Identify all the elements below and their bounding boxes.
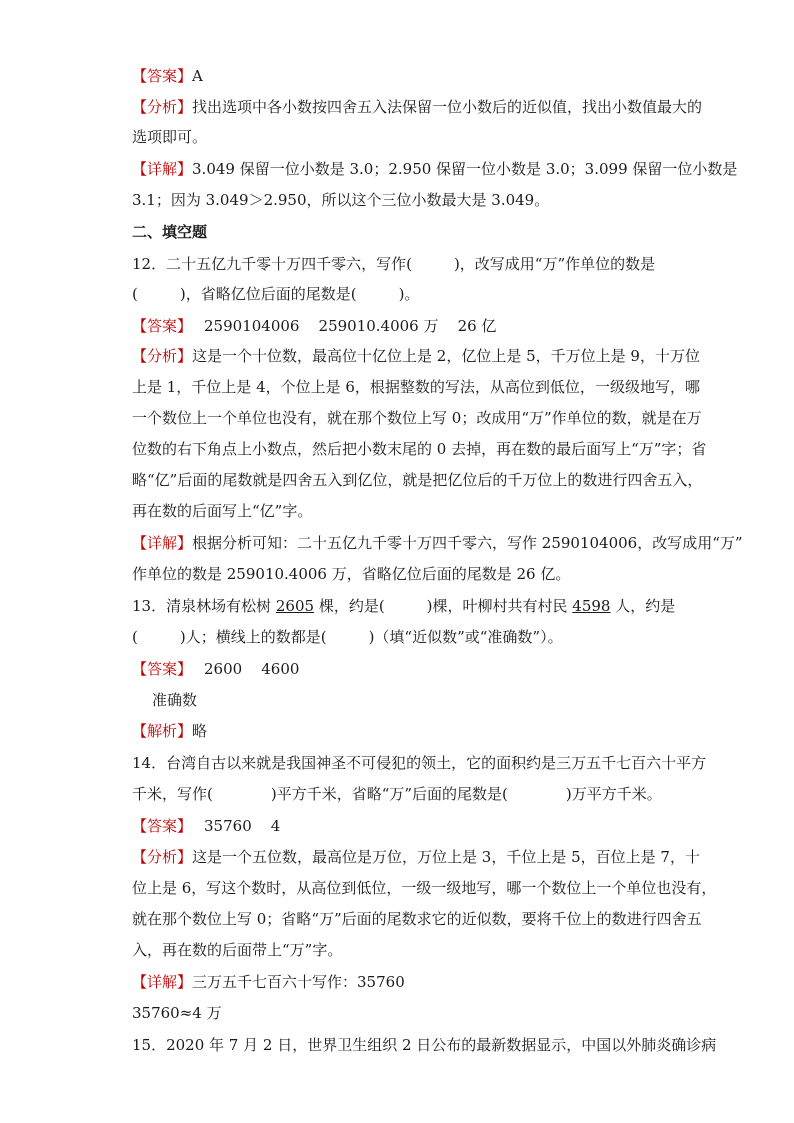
q11-analysis-line1	[132, 97, 702, 117]
q14-detail-line2: 35760≈4 万	[132, 1004, 222, 1022]
q12-text-c: (	[132, 285, 138, 303]
q12-question-line1	[132, 254, 655, 274]
answer-text: 35760 4	[204, 817, 281, 835]
q12-text-d: )，省略亿位后面的尾数是(	[179, 285, 357, 303]
q13-answer	[132, 659, 299, 679]
underlined-number: 4598	[572, 597, 611, 615]
analysis-tag: 【分析】	[132, 848, 193, 866]
q12-analysis-line2: 上是 1，千位上是 4，个位上是 6，根据整数的写法，从高位到低位，一级级地写，哪	[132, 378, 700, 396]
analysis-tag: 【分析】	[132, 98, 193, 116]
q12-detail-line1	[132, 533, 743, 553]
analysis-tag: 【分析】	[132, 347, 193, 365]
q12-analysis-line3: 一个数位上一个单位也没有，就在那个数位上写 0；改成用“万”作单位的数，就是在万	[132, 409, 702, 427]
detail-tag: 【详解】	[132, 973, 193, 991]
q14-text-a: 千米，写作(	[132, 785, 213, 803]
q13-text-f: )人；横线上的数都是(	[179, 628, 327, 646]
detail-tag: 【详解】	[132, 160, 193, 178]
detail-text: 3.049 保留一位小数是 3.0；2.950 保留一位小数是 3.0；3.099 保留一位小数是	[192, 160, 738, 178]
q13-text-a: 13．清泉林场有松树	[132, 597, 276, 615]
q13-text-d: 人，约是	[610, 597, 676, 615]
q14-analysis-line1	[132, 847, 700, 867]
answer-text: A	[192, 67, 203, 85]
answer-tag: 【答案】	[132, 317, 193, 335]
q11-analysis-line2: 选项即可。	[132, 128, 208, 146]
q14-analysis-line3: 就在那个数位上写 0；省略“万”后面的尾数求它的近似数，要将千位上的数进行四舍五	[132, 910, 702, 928]
q12-answer	[132, 316, 496, 336]
jiexi-text: 略	[192, 722, 208, 740]
q13-text-g: )（填“近似数”或“准确数”）。	[368, 628, 563, 646]
q12-analysis-line4: 位数的右下角点上小数点，然后把小数末尾的 0 去掉，再在数的最后面写上“万”字；省	[132, 440, 707, 458]
answer-tag: 【答案】	[132, 660, 193, 678]
q14-question-line2	[132, 784, 662, 804]
q11-detail-line1	[132, 159, 737, 179]
jiexi-tag: 【解析】	[132, 722, 193, 740]
q12-text-e: )。	[398, 285, 420, 303]
q14-analysis-line2: 位上是 6，写这个数时，从高位到低位，一级一级地写，哪一个数位上一个单位也没有，	[132, 879, 717, 897]
analysis-text: 这是一个十位数，最高位十亿位上是 2，亿位上是 5，千万位上是 9，十万位	[192, 347, 700, 365]
analysis-text: 找出选项中各小数按四舍五入法保留一位小数后的近似值，找出小数值最大的	[192, 98, 703, 116]
q12-analysis-line5: 略“亿”后面的尾数就是四舍五入到亿位，就是把亿位后的千万位上的数进行四舍五入，	[132, 471, 703, 489]
answer-text: 2600 4600	[204, 660, 300, 678]
q14-question-line1: 14．台湾自古以来就是我国神圣不可侵犯的领土，它的面积约是三万五千七百六十平方	[132, 754, 707, 772]
q15-question-line1: 15．2020 年 7 月 2 日，世界卫生组织 2 日公布的最新数据显示，中国以外肺炎确诊病	[132, 1036, 717, 1054]
section-title: 二、填空题	[132, 223, 208, 241]
q14-text-b: )平方千米，省略“万”后面的尾数是(	[270, 785, 508, 803]
q12-text-b: )，改写成用“万”作单位的数是	[453, 255, 656, 273]
q14-answer	[132, 816, 280, 836]
answer-tag: 【答案】	[132, 67, 193, 85]
underlined-number: 2605	[275, 597, 315, 615]
analysis-text: 这是一个五位数，最高位是万位，万位上是 3，千位上是 5，百位上是 7，十	[192, 848, 700, 866]
q14-analysis-line4: 入，再在数的后面带上“万”字。	[132, 941, 343, 959]
q13-text-b: 棵，约是(	[314, 597, 385, 615]
q13-jiexi	[132, 721, 207, 741]
q13-answer-line2: 准确数	[152, 691, 198, 709]
detail-tag: 【详解】	[132, 534, 193, 552]
q14-text-c: )万平方千米。	[565, 785, 662, 803]
detail-text: 根据分析可知：二十五亿九千零十万四千零六，写作 2590104006，改写成用“万”	[192, 534, 743, 552]
q11-detail-line2: 3.1；因为 3.049＞2.950，所以这个三位小数最大是 3.049。	[132, 191, 550, 209]
q12-detail-line2: 作单位的数是 259010.4006 万，省略亿位后面的尾数是 26 亿。	[132, 565, 571, 583]
q12-text-a: 12．二十五亿九千零十万四千零六，写作(	[132, 255, 412, 273]
q11-answer	[132, 66, 203, 86]
q12-analysis-line1	[132, 346, 700, 366]
q13-question-line2	[132, 627, 563, 647]
q13-text-c: )棵，叶柳村共有村民	[426, 597, 573, 615]
q13-question-line1	[132, 596, 675, 616]
detail-text: 三万五千七百六十写作：35760	[192, 973, 405, 991]
q12-question-line2	[132, 284, 419, 304]
q13-text-e: (	[132, 628, 138, 646]
answer-tag: 【答案】	[132, 817, 193, 835]
q14-detail-line1	[132, 972, 405, 992]
answer-text: 2590104006 259010.4006 万 26 亿	[204, 317, 497, 335]
q12-analysis-line6: 再在数的后面写上“亿”字。	[132, 502, 313, 520]
